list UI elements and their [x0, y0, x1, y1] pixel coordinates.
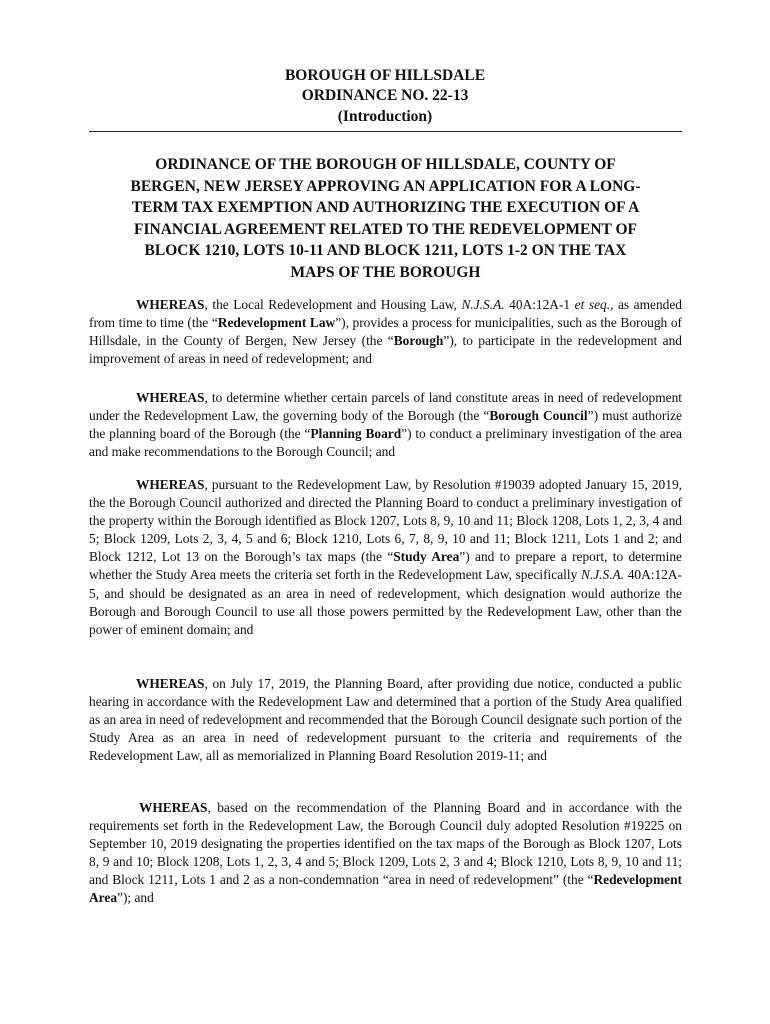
title-line: TERM TAX EXEMPTION AND AUTHORIZING THE EXECUTION OF A: [131, 199, 640, 216]
header-ordinance-number: ORDINANCE NO. 22-13: [301, 87, 469, 104]
title-line: ORDINANCE OF THE BOROUGH OF HILLSDALE, COUNTY OF: [155, 156, 616, 173]
whereas-keyword: WHEREAS: [136, 390, 205, 405]
whereas-paragraph-1: [89, 296, 682, 368]
paragraph-text: , based on the recommendation of the Planning Board and in accordance with the requirements set forth in the Redevelopment Law, the Borough Council duly adopted Resolution #19225 on September 10, 2019 designating the properties identified on the tax maps of the Borough as Block 1207, Lots 8, 9 and 10; Block 1208, Lots 1, 2, 3, 4 and 5; Block 1209, Lots 2, 3 and 4; Block 1210, Lots 8, 9, 10 and 11; and Block 1211, Lots 1 and 2 as a non-condemnation “area in need of redevelopment” (the “: [89, 800, 682, 888]
defined-term: Borough Council: [489, 408, 588, 424]
whereas-paragraph-3: [89, 476, 682, 639]
defined-term: Planning Board: [310, 426, 402, 442]
paragraph-text: ”); and: [117, 890, 154, 906]
paragraph-text: , the Local Redevelopment and Housing Law,: [204, 297, 462, 312]
whereas-keyword: WHEREAS: [136, 676, 205, 691]
statute-citation: N.J.S.A.: [580, 567, 625, 583]
whereas-keyword: WHEREAS: [136, 297, 205, 312]
defined-term: Redevelopment Area: [89, 872, 682, 906]
paragraph-text: ”) to conduct a preliminary investigation of the area and make recommendations to the Borough Council; and: [89, 426, 682, 460]
latin-term: et seq.: [574, 297, 611, 312]
paragraph-text: 40A:12A-5, and should be designated as an area in need of redevelopment, which designation would authorize the Borough and Borough Council to use all those powers permitted by the Redevelopment Law, other than the power of eminent domain; and: [89, 567, 683, 637]
paragraph-text: , to determine whether certain parcels of land constitute areas in need of redevelopment under the Redevelopment Law, the governing body of the Borough (the “: [89, 390, 682, 424]
paragraph-text: ”), provides a process for municipalities, such as the Borough of Hillsdale, in the County of Bergen, New Jersey (the “: [89, 315, 682, 349]
paragraph-text: , pursuant to the Redevelopment Law, by Resolution #19039 adopted January 15, 2019, the the Borough Council authorized and directed the Planning Board to conduct a preliminary investigation of the property within the Borough identified as Block 1207, Lots 8, 9, 10 and 11; Block 1208, Lots 1, 2, 3, 4 and 5; Block 1209, Lots 2, 3, 4, 5 and 6; Block 1210, Lots 6, 7, 8, 9, 10 and 11; Block 1211, Lots 1 and 2; and Block 1212, Lot 13 on the Borough’s tax maps (the “: [89, 477, 682, 565]
whereas-keyword: WHEREAS: [136, 477, 205, 492]
statute-citation: N.J.S.A.: [461, 297, 505, 312]
whereas-paragraph-5: [89, 799, 682, 908]
defined-term: Borough: [393, 333, 444, 349]
whereas-paragraph-2: [89, 389, 682, 461]
header-divider: [89, 131, 682, 132]
title-line: MAPS OF THE BOROUGH: [290, 263, 481, 281]
defined-term: Redevelopment Law: [217, 315, 336, 331]
title-line: BLOCK 1210, LOTS 10-11 AND BLOCK 1211, LOTS 1-2 ON THE TAX: [144, 242, 627, 259]
defined-term: Study Area: [393, 549, 460, 565]
paragraph-text: , as amended from time to time (the “: [89, 297, 682, 331]
paragraph-text: ”), to participate in the redevelopment and improvement of areas in need of redevelopment; and: [89, 333, 682, 367]
title-line: FINANCIAL AGREEMENT RELATED TO THE REDEVELOPMENT OF: [134, 220, 637, 238]
paragraph-text: ”) must authorize the planning board of the Borough (the “: [89, 408, 682, 442]
paragraph-text: 40A:12A-1: [504, 297, 575, 312]
header-introduction: (Introduction): [337, 108, 433, 125]
title-line: BERGEN, NEW JERSEY APPROVING AN APPLICATION FOR A LONG-: [130, 177, 641, 195]
paragraph-text: ”) and to prepare a report, to determine whether the Study Area meets the criteria set forth in the Redevelopment Law, specifically: [89, 549, 682, 583]
whereas-keyword: WHEREAS: [139, 800, 208, 815]
whereas-paragraph-4: [89, 675, 682, 765]
ordinance-title: [89, 154, 682, 283]
paragraph-text: , on July 17, 2019, the Planning Board, after providing due notice, conducted a public hearing in accordance with the Redevelopment Law and determined that a portion of the Study Area qualified as an area in need of redevelopment and recommended that the Borough Council designate such portion of the Study Area as an area in need of redevelopment pursuant to the criteria and requirements of the Redevelopment Law, all as memorialized in Planning Board Resolution 2019-11; and: [89, 676, 682, 764]
header-borough: BOROUGH OF HILLSDALE: [284, 67, 486, 84]
